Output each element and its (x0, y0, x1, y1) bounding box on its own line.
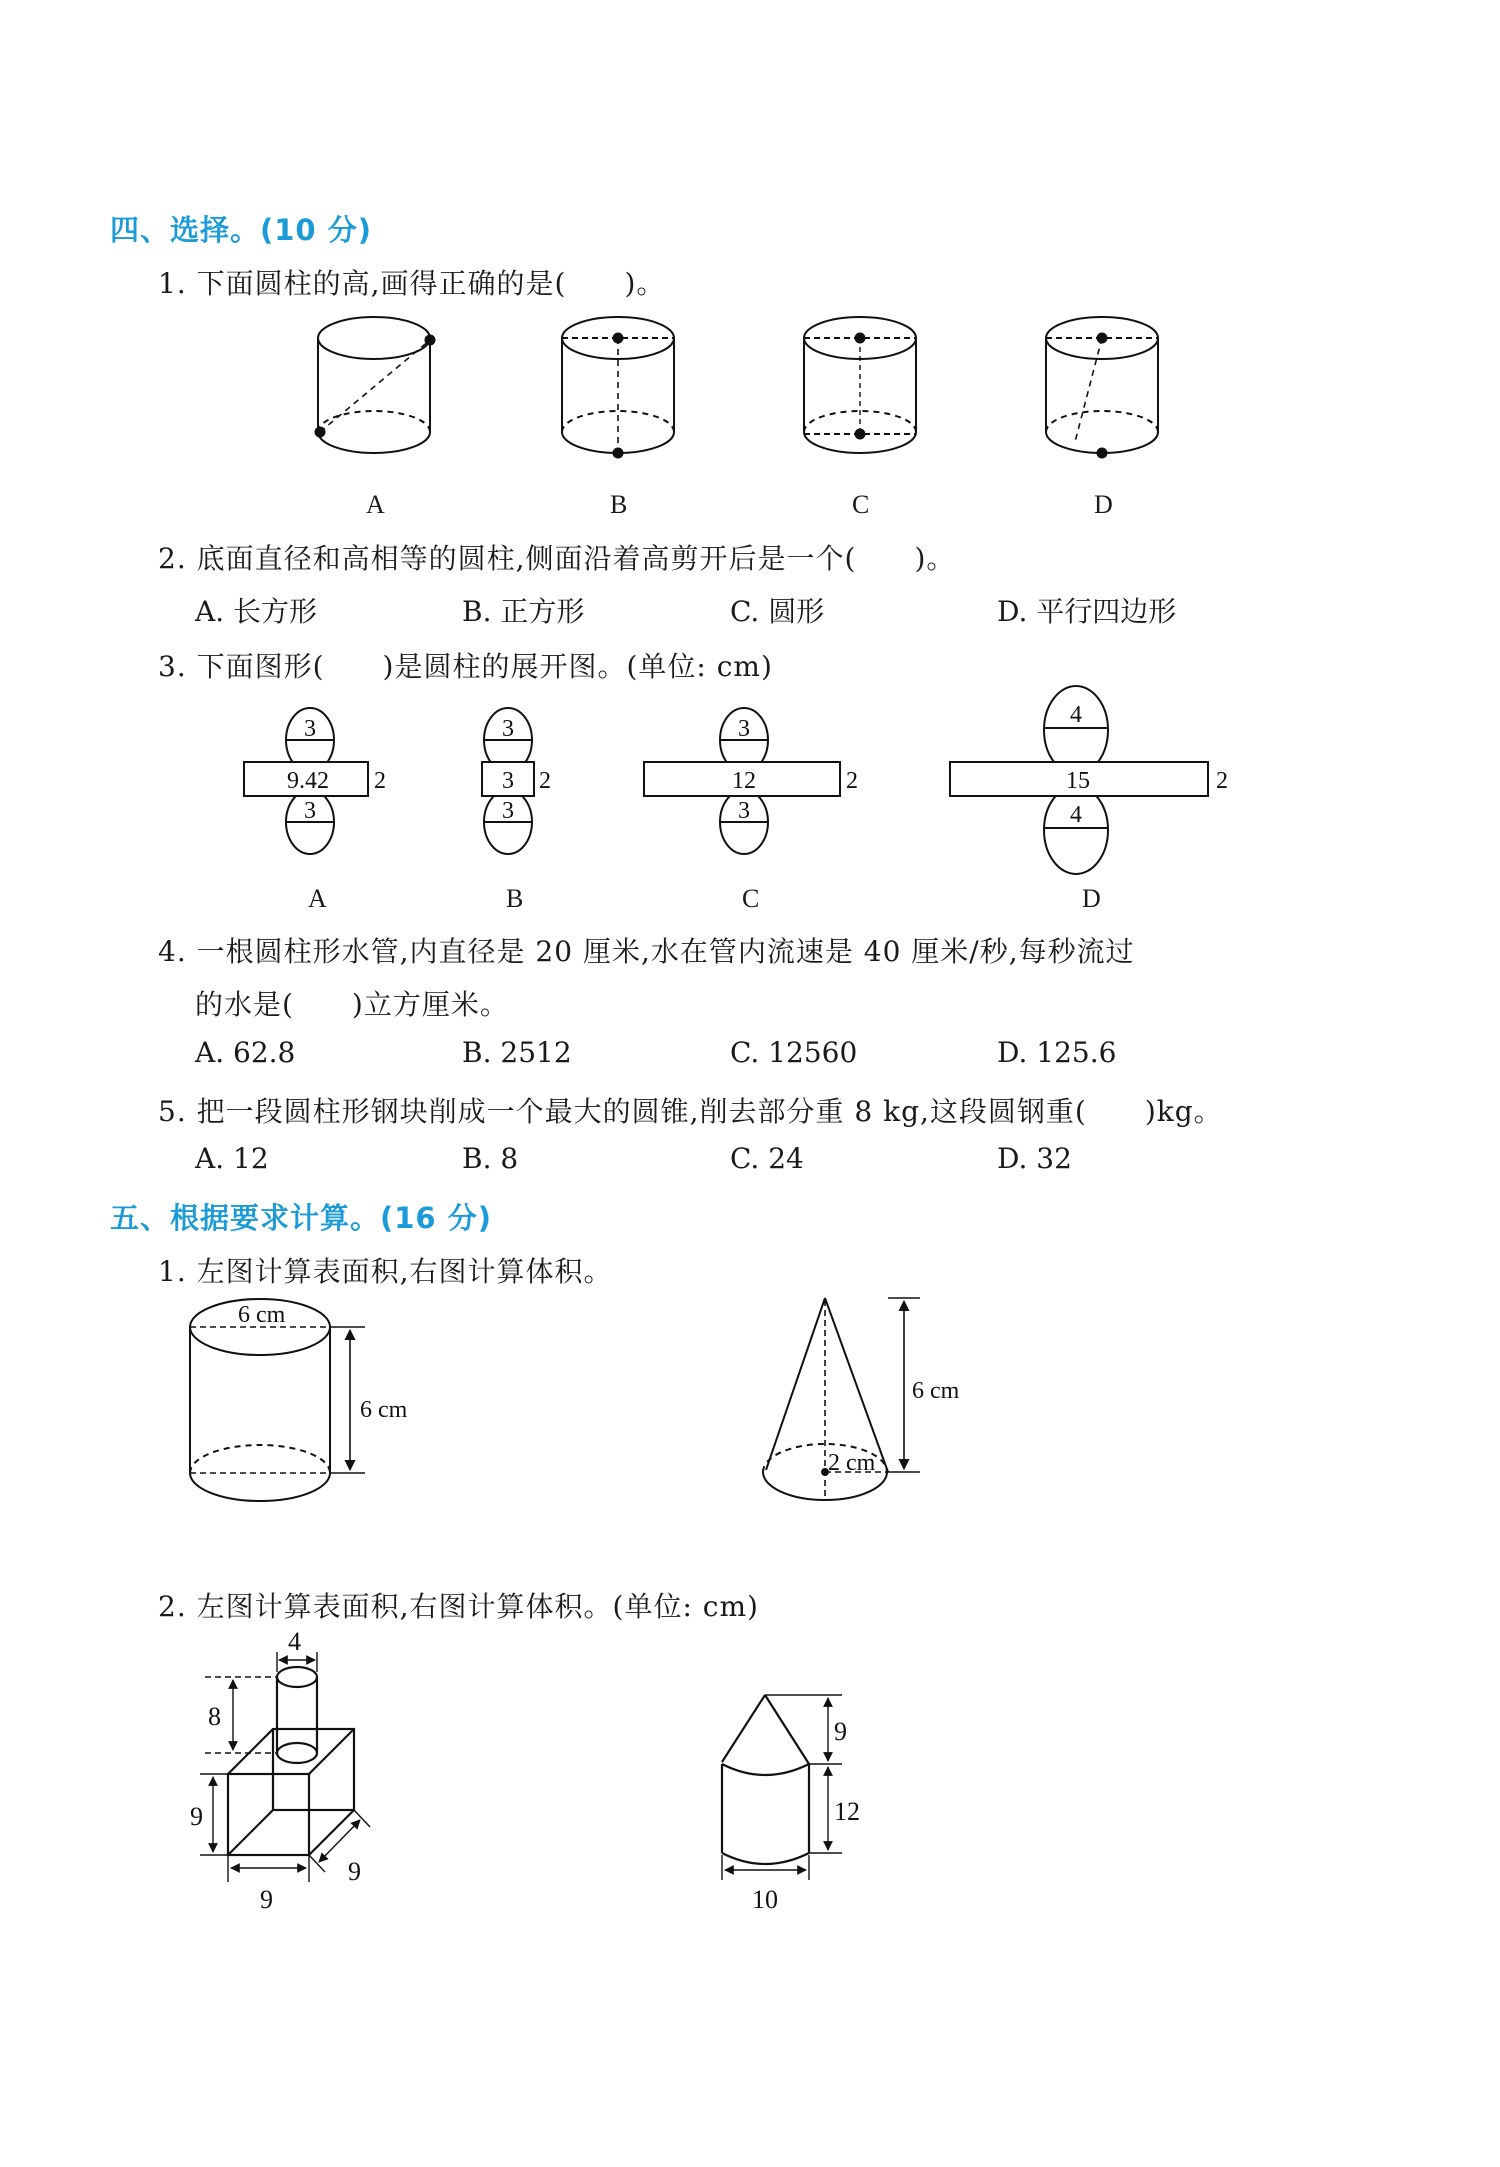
svg-text:10: 10 (752, 1885, 778, 1914)
svg-text:9: 9 (834, 1717, 847, 1746)
q5-option-b: B. 8 (462, 1142, 519, 1175)
q3-label-b: B (506, 884, 524, 913)
q5-option-c: C. 24 (730, 1142, 804, 1175)
svg-text:4: 4 (288, 1627, 301, 1656)
q2-option-b: B. 正方形 (462, 595, 585, 628)
q3-label-d: D (1082, 884, 1101, 913)
q4-option-a: A. 62.8 (195, 1036, 296, 1069)
q2-option-d: D. 平行四边形 (997, 595, 1177, 628)
svg-text:3: 3 (738, 716, 750, 742)
q2-option-a: A. 长方形 (195, 595, 318, 628)
question-1: 1. 下面圆柱的高,画得正确的是( )。 (158, 267, 666, 300)
q3-label-a: A (308, 884, 327, 913)
svg-text:12: 12 (732, 768, 756, 794)
q2-option-c: C. 圆形 (730, 595, 825, 628)
svg-text:3: 3 (502, 716, 514, 742)
svg-text:9: 9 (190, 1802, 203, 1831)
svg-text:4: 4 (1070, 702, 1082, 728)
svg-text:3: 3 (738, 798, 750, 824)
q1-label-c: C (852, 490, 870, 519)
q4-option-b: B. 2512 (462, 1036, 572, 1069)
question-4-line1: 4. 一根圆柱形水管,内直径是 20 厘米,水在管内流速是 40 厘米/秒,每秒流过 (158, 935, 1135, 968)
svg-text:9: 9 (260, 1885, 273, 1914)
svg-text:15: 15 (1066, 768, 1090, 794)
question-5: 5. 把一段圆柱形钢块削成一个最大的圆锥,削去部分重 8 kg,这段圆钢重( )kg。 (158, 1095, 1223, 1128)
svg-text:6 cm: 6 cm (238, 1302, 286, 1328)
svg-text:6 cm: 6 cm (360, 1397, 408, 1423)
svg-text:9.42: 9.42 (287, 768, 329, 794)
q1-label-d: D (1094, 490, 1113, 519)
svg-text:3: 3 (304, 716, 316, 742)
svg-text:4: 4 (1070, 802, 1082, 828)
svg-text:2: 2 (846, 768, 858, 794)
svg-text:2: 2 (1216, 768, 1228, 794)
q5-option-a: A. 12 (195, 1142, 269, 1175)
section5-question-2: 2. 左图计算表面积,右图计算体积。(单位: cm) (158, 1590, 759, 1623)
svg-text:2: 2 (374, 768, 386, 794)
svg-text:3: 3 (502, 798, 514, 824)
section-4-title: 四、选择。(10 分) (110, 213, 372, 247)
section-5-title: 五、根据要求计算。(16 分) (110, 1201, 492, 1235)
section5-question-1: 1. 左图计算表面积,右图计算体积。 (158, 1255, 613, 1288)
q5-option-d: D. 32 (997, 1142, 1072, 1175)
svg-text:6 cm: 6 cm (912, 1378, 960, 1404)
q4-option-d: D. 125.6 (997, 1036, 1117, 1069)
question-4-line2: 的水是( )立方厘米。 (195, 988, 509, 1021)
q1-label-a: A (366, 490, 385, 519)
svg-text:12: 12 (834, 1797, 860, 1826)
question-3: 3. 下面图形( )是圆柱的展开图。(单位: cm) (158, 650, 773, 683)
svg-text:9: 9 (348, 1857, 361, 1886)
svg-text:3: 3 (304, 798, 316, 824)
svg-text:2: 2 (539, 768, 551, 794)
q4-option-c: C. 12560 (730, 1036, 858, 1069)
svg-text:3: 3 (502, 768, 514, 794)
svg-text:8: 8 (208, 1702, 221, 1731)
q3-label-c: C (742, 884, 760, 913)
svg-text:2 cm: 2 cm (828, 1450, 876, 1476)
q1-label-b: B (610, 490, 628, 519)
question-2: 2. 底面直径和高相等的圆柱,侧面沿着高剪开后是一个( )。 (158, 542, 956, 575)
